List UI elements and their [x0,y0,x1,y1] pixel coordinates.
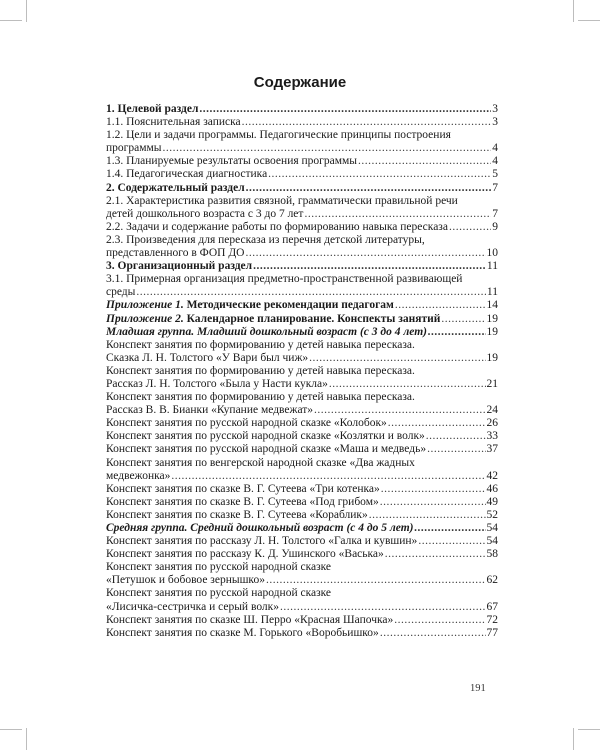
toc-page-number: 42 [486,469,498,482]
dot-leader [369,509,486,522]
toc-entry-text: среды [106,286,136,299]
dot-leader [388,417,486,430]
toc-entry-text: Конспект занятия по формированию у детей навыка пересказа. [106,391,415,404]
toc-entry-text: Средняя группа. Средний дошкольный возраст (с 4 до 5 лет) [106,522,414,534]
toc-page-number: 26 [486,417,498,430]
dot-leader [253,260,486,273]
dot-leader [329,378,486,391]
toc-entry[interactable] [106,299,498,312]
dot-leader [380,496,486,509]
toc-page-number: 10 [486,247,498,260]
toc-entry-text: 2. Содержательный раздел [106,181,245,194]
toc-entry-text: представленного в ФОП ДО [106,247,245,260]
toc-entry[interactable] [106,443,498,456]
toc-entry[interactable] [106,168,498,181]
toc-entry[interactable] [106,339,498,365]
toc-entry-text: Конспект занятия по сказке В. Г. Сутеева «Три котенка» [106,482,380,495]
crop-mark [578,729,600,730]
toc-entry-text: «Лисичка-сестричка и серый волк» [106,600,279,613]
toc-entry-text: Конспект занятия по русской народной сказке [106,587,332,600]
toc-entry-text: «Петушок и бобовое зернышко» [106,574,265,587]
toc-entry[interactable] [106,221,498,234]
toc-entry[interactable] [106,417,498,430]
dot-leader [136,286,486,299]
toc-entry-text: медвежонка» [106,469,171,482]
toc-entry-text: Младшая группа. Младший дошкольный возраст (с 3 до 4 лет) [106,325,427,338]
toc-entry[interactable] [106,535,498,548]
toc-entry[interactable] [106,313,498,326]
dot-leader [266,574,486,587]
crop-mark [0,20,22,21]
toc-entry-text: 2.3. Произведения для пересказа из перечня детской литературы, [106,233,425,246]
toc-entry-text [106,299,394,312]
toc-entry-text: 1.4. Педагогическая диагностика [106,168,268,181]
toc-entry[interactable] [106,365,498,391]
page-number: 191 [470,683,486,694]
toc-page-number: 21 [486,377,498,390]
toc-page-number: 72 [486,613,498,626]
toc-entry-text: 1.1. Пояснительная записка [106,116,241,129]
toc-entry[interactable] [106,234,498,260]
toc-page-number: 11 [486,260,498,273]
crop-mark [26,0,27,22]
appendix-title: Методические рекомендации педагогам [183,299,394,312]
dot-leader [380,627,486,640]
toc-entry[interactable] [106,195,498,221]
toc-page-number: 62 [486,574,498,587]
toc-page-number: 9 [492,220,498,233]
toc-entry-text: Конспект занятия по сказке М. Горького «Воробьишко» [106,626,379,639]
toc-entry-text: Рассказ В. В. Бианки «Купание медвежат» [106,404,314,417]
dot-leader [394,614,485,627]
toc-entry-text: Рассказ Л. Н. Толстого «Была у Насти кукла» [106,377,328,390]
toc-entry-text: 3. Организационный раздел [106,260,253,273]
toc-entry-text: Конспект занятия по формированию у детей навыка пересказа. [106,364,415,377]
toc-page-number: 46 [486,482,498,495]
toc-entry-text: 1.3. Планируемые результаты освоения программы [106,155,358,168]
toc-page-number: 24 [486,404,498,417]
crop-mark [573,0,574,22]
appendix-label: Приложение 1. [106,299,184,312]
toc-page-number: 37 [486,443,498,456]
toc-entry-text: Конспект занятия по сказке Ш. Перро «Красная Шапочка» [106,613,394,626]
toc-entry-text: детей дошкольного возраста с 3 до 7 лет [106,207,304,220]
toc-page-number: 67 [486,600,498,613]
dot-leader [395,299,486,312]
toc-page-number: 49 [486,495,498,508]
toc-page-number: 4 [492,142,498,155]
toc-entry-text: Конспект занятия по русской народной сказке [106,561,332,574]
toc-page-number: 7 [492,207,498,220]
dot-leader [428,326,486,339]
toc-entry[interactable] [106,430,498,443]
dot-leader [427,443,485,456]
dot-leader [304,208,491,221]
dot-leader [426,430,486,443]
toc-page-number: 14 [486,299,498,312]
dot-leader [163,142,492,155]
toc-page-number: 11 [486,286,498,299]
dot-leader [199,103,491,116]
toc-entry-text: Конспект занятия по формированию у детей навыка пересказа. [106,338,415,351]
toc-entry-text: Конспект занятия по русской народной сказке «Маша и медведь» [106,443,427,456]
crop-mark [26,728,27,750]
toc-entry[interactable] [106,155,498,168]
toc-entry-text: Конспект занятия по сказке В. Г. Сутеева «Кораблик» [106,508,368,521]
toc-entry[interactable] [106,129,498,155]
dot-leader [171,470,485,483]
toc-page-number: 4 [492,155,498,168]
toc-entry-text: Конспект занятия по сказке В. Г. Сутеева «Под грибом» [106,495,379,508]
dot-leader [381,483,486,496]
toc-entry[interactable] [106,522,498,535]
toc-entry[interactable] [106,391,498,417]
toc-page-number: 3 [492,116,498,129]
dot-leader [385,548,486,561]
toc-entry[interactable] [106,561,498,587]
dot-leader [414,522,485,535]
toc-entry[interactable] [106,548,498,561]
crop-mark [0,729,22,730]
table-of-contents [106,103,498,640]
page-title: Содержание [253,74,347,91]
toc-page-number: 3 [492,103,498,115]
appendix-label: Приложение 2. [106,312,184,325]
toc-entry-text: Конспект занятия по рассказу Л. Н. Толстого «Галка и кувшин» [106,535,418,548]
toc-entry[interactable] [106,509,498,522]
toc-page-number: 7 [492,181,498,194]
toc-page-number: 5 [492,168,498,181]
dot-leader [449,221,491,234]
toc-page-number: 52 [486,508,498,521]
toc-entry-text: Сказка Л. Н. Толстого «У Вари был чиж» [106,351,309,364]
dot-leader [246,182,492,195]
dot-leader [242,116,492,129]
toc-entry-text: Конспект занятия по русской народной сказке «Козлятки и волк» [106,430,425,443]
crop-mark [578,20,600,21]
dot-leader [309,352,485,365]
toc-entry-text: 1.2. Цели и задачи программы. Педагогические принципы построения [106,129,451,142]
toc-page-number: 58 [486,548,498,561]
dot-leader [280,601,486,614]
toc-entry-text: Конспект занятия по рассказу К. Д. Ушинского «Васька» [106,548,384,561]
toc-page-number: 77 [486,626,498,639]
toc-page-number: 54 [486,535,498,548]
toc-page-number: 19 [486,325,498,338]
toc-page-number: 54 [486,522,498,534]
dot-leader [314,404,485,417]
toc-entry[interactable] [106,627,498,640]
toc-entry[interactable] [106,614,498,627]
toc-entry-text: программы [106,142,162,155]
toc-page-number: 19 [486,351,498,364]
toc-entry[interactable] [106,260,498,273]
toc-entry[interactable] [106,587,498,613]
toc-entry-text: 1. Целевой раздел [106,103,199,115]
toc-page-number: 33 [486,430,498,443]
toc-page-number: 19 [486,312,498,325]
dot-leader [245,247,485,260]
toc-entry[interactable] [106,116,498,129]
toc-entry-text: 3.1. Примерная организация предметно-пространственной развивающей [106,273,463,286]
toc-entry[interactable] [106,326,498,339]
toc-entry-text: 2.1. Характеристика развития связной, грамматически правильной речи [106,194,458,207]
toc-entry[interactable] [106,496,498,509]
toc-entry[interactable] [106,182,498,195]
appendix-title: Календарное планирование. Конспекты занятий [183,312,441,325]
dot-leader [358,155,491,168]
toc-entry-text: 2.2. Задачи и содержание работы по формированию навыка пересказа [106,220,448,233]
toc-entry[interactable] [106,457,498,483]
toc-entry[interactable] [106,483,498,496]
toc-entry[interactable] [106,273,498,299]
dot-leader [268,168,491,181]
crop-mark [573,728,574,750]
dot-leader [441,313,485,326]
dot-leader [418,535,485,548]
toc-entry-text: Конспект занятия по русской народной сказке «Колобок» [106,417,387,430]
toc-entry-text [106,313,440,326]
toc-entry-text: Конспект занятия по венгерской народной сказке «Два жадных [106,456,415,469]
toc-entry[interactable] [106,103,498,116]
